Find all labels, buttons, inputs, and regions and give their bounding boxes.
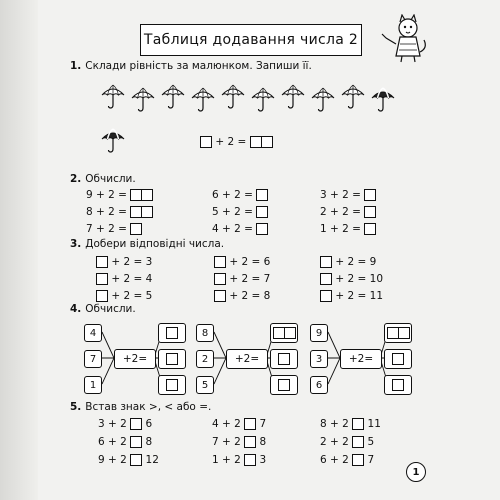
answer-box[interactable] bbox=[256, 189, 268, 201]
answer-box[interactable] bbox=[364, 206, 376, 218]
answer-box[interactable] bbox=[256, 206, 268, 218]
answer-box[interactable] bbox=[214, 273, 226, 285]
task-2-heading: 2. Обчисли. bbox=[70, 173, 136, 185]
answer-frame[interactable] bbox=[158, 349, 186, 369]
sign-box[interactable] bbox=[352, 418, 364, 430]
answer-box[interactable] bbox=[256, 223, 268, 235]
equation-text: + 2 = 7 bbox=[229, 273, 271, 285]
task-5-heading: 5. Встав знак >, < або =. bbox=[70, 401, 212, 413]
equation-text: 1 + 2 = bbox=[320, 223, 361, 235]
answer-box[interactable] bbox=[214, 290, 226, 302]
equation bbox=[86, 223, 142, 235]
equation-text: + 2 = 5 bbox=[111, 290, 153, 302]
umbrella-icon bbox=[100, 128, 126, 154]
operation-box: +2= bbox=[226, 349, 268, 369]
sign-box[interactable] bbox=[352, 454, 364, 466]
answer-box[interactable] bbox=[320, 273, 332, 285]
umbrella-icon bbox=[280, 84, 306, 110]
answer-box[interactable] bbox=[214, 256, 226, 268]
comparison bbox=[98, 418, 152, 430]
cat-mascot-icon bbox=[378, 14, 430, 64]
comparison-right: 5 bbox=[367, 436, 375, 448]
equation bbox=[212, 189, 268, 201]
equation bbox=[96, 273, 152, 285]
equation-text: 2 + 2 = bbox=[320, 206, 361, 218]
sign-box[interactable] bbox=[244, 436, 256, 448]
operation-box: +2= bbox=[340, 349, 382, 369]
comparison bbox=[320, 454, 374, 466]
input-number: 7 bbox=[84, 350, 102, 368]
input-number: 8 bbox=[196, 324, 214, 342]
equation bbox=[214, 256, 270, 268]
comparison bbox=[98, 436, 152, 448]
answer-frame[interactable] bbox=[270, 349, 298, 369]
equation-text: + 2 = 9 bbox=[335, 256, 377, 268]
equation bbox=[320, 273, 383, 285]
comparison-right: 7 bbox=[259, 418, 267, 430]
input-number: 2 bbox=[196, 350, 214, 368]
equation-text: + 2 = 10 bbox=[335, 273, 383, 285]
umbrella-icon bbox=[340, 84, 366, 110]
comparison-right: 7 bbox=[367, 454, 375, 466]
operation-diagram bbox=[310, 322, 410, 394]
comparison-left: 1 + 2 bbox=[212, 454, 241, 466]
sign-box[interactable] bbox=[130, 436, 142, 448]
equation-text: + 2 = 11 bbox=[335, 290, 383, 302]
comparison-left: 7 + 2 bbox=[212, 436, 241, 448]
sign-box[interactable] bbox=[352, 436, 364, 448]
equation-text: 8 + 2 = bbox=[86, 206, 127, 218]
answer-box[interactable] bbox=[130, 223, 142, 235]
comparison-right: 8 bbox=[145, 436, 153, 448]
equation bbox=[320, 290, 383, 302]
operation-box: +2= bbox=[114, 349, 156, 369]
comparison bbox=[212, 436, 266, 448]
equation bbox=[320, 206, 376, 218]
input-number: 9 bbox=[310, 324, 328, 342]
comparison-right: 8 bbox=[259, 436, 267, 448]
umbrella-icon bbox=[100, 84, 126, 110]
equation bbox=[212, 223, 268, 235]
input-number: 4 bbox=[84, 324, 102, 342]
answer-box[interactable] bbox=[96, 273, 108, 285]
answer-box[interactable] bbox=[364, 223, 376, 235]
answer-box[interactable] bbox=[96, 290, 108, 302]
equation-text: 9 + 2 = bbox=[86, 189, 127, 201]
equation bbox=[96, 256, 152, 268]
umbrella-icon bbox=[220, 84, 246, 110]
equation bbox=[86, 189, 153, 201]
answer-frame[interactable] bbox=[384, 349, 412, 369]
input-number: 3 bbox=[310, 350, 328, 368]
comparison-left: 6 + 2 bbox=[320, 454, 349, 466]
comparison-left: 9 + 2 bbox=[98, 454, 127, 466]
comparison bbox=[212, 418, 266, 430]
umbrella-icon bbox=[190, 87, 216, 113]
operation-diagram bbox=[84, 322, 184, 394]
comparison-right: 11 bbox=[367, 418, 381, 430]
sign-box[interactable] bbox=[244, 418, 256, 430]
equation-text: + 2 = 8 bbox=[229, 290, 271, 302]
equation-text: 6 + 2 = bbox=[212, 189, 253, 201]
equation-text: 5 + 2 = bbox=[212, 206, 253, 218]
equation bbox=[212, 206, 268, 218]
comparison bbox=[320, 436, 374, 448]
page-title: Таблиця додавання числа 2 bbox=[140, 24, 362, 56]
equation bbox=[214, 273, 270, 285]
comparison-left: 2 + 2 bbox=[320, 436, 349, 448]
comparison-left: 4 + 2 bbox=[212, 418, 241, 430]
umbrella-icon bbox=[310, 87, 336, 113]
answer-box[interactable] bbox=[200, 136, 212, 148]
task-3-heading: 3. Добери відповідні числа. bbox=[70, 238, 225, 250]
answer-box-double[interactable] bbox=[130, 206, 153, 218]
comparison bbox=[212, 454, 266, 466]
task-1-heading: 1. Склади рівність за малюнком. Запиши її. bbox=[70, 60, 312, 72]
equation-text: 3 + 2 = bbox=[320, 189, 361, 201]
input-number: 6 bbox=[310, 376, 328, 394]
sign-box[interactable] bbox=[130, 454, 142, 466]
comparison-right: 6 bbox=[145, 418, 153, 430]
answer-frame[interactable] bbox=[158, 375, 186, 395]
equation bbox=[320, 256, 376, 268]
umbrella-icon bbox=[130, 87, 156, 113]
equation bbox=[214, 290, 270, 302]
umbrella-icon bbox=[370, 87, 396, 113]
sign-box[interactable] bbox=[244, 454, 256, 466]
answer-box[interactable] bbox=[96, 256, 108, 268]
page-edge-shadow bbox=[0, 0, 38, 500]
equation-text: + 2 = 3 bbox=[111, 256, 153, 268]
answer-box-double[interactable] bbox=[250, 136, 273, 148]
task-4-heading: 4. Обчисли. bbox=[70, 303, 136, 315]
equation-text: 7 + 2 = bbox=[86, 223, 127, 235]
equation-text: + 2 = 6 bbox=[229, 256, 271, 268]
comparison bbox=[98, 454, 159, 466]
comparison-left: 6 + 2 bbox=[98, 436, 127, 448]
equation bbox=[86, 206, 153, 218]
equation-text: + 2 = 4 bbox=[111, 273, 153, 285]
answer-box[interactable] bbox=[320, 290, 332, 302]
umbrella-icon bbox=[250, 87, 276, 113]
task-1-equation: + 2 = bbox=[200, 136, 273, 148]
answer-box-double[interactable] bbox=[130, 189, 153, 201]
page-number: 1 bbox=[406, 462, 426, 482]
comparison-right: 3 bbox=[259, 454, 267, 466]
input-number: 5 bbox=[196, 376, 214, 394]
equation bbox=[320, 189, 376, 201]
comparison bbox=[320, 418, 381, 430]
equation-text: 4 + 2 = bbox=[212, 223, 253, 235]
comparison-left: 8 + 2 bbox=[320, 418, 349, 430]
equation bbox=[320, 223, 376, 235]
answer-frame[interactable] bbox=[270, 323, 298, 343]
operation-diagram bbox=[196, 322, 296, 394]
umbrella-icon bbox=[160, 84, 186, 110]
answer-frame[interactable] bbox=[270, 375, 298, 395]
equation bbox=[96, 290, 152, 302]
answer-box[interactable] bbox=[320, 256, 332, 268]
answer-frame[interactable] bbox=[384, 375, 412, 395]
comparison-left: 3 + 2 bbox=[98, 418, 127, 430]
comparison-right: 12 bbox=[145, 454, 159, 466]
sign-box[interactable] bbox=[130, 418, 142, 430]
answer-frame[interactable] bbox=[384, 323, 412, 343]
answer-box[interactable] bbox=[364, 189, 376, 201]
input-number: 1 bbox=[84, 376, 102, 394]
answer-frame[interactable] bbox=[158, 323, 186, 343]
